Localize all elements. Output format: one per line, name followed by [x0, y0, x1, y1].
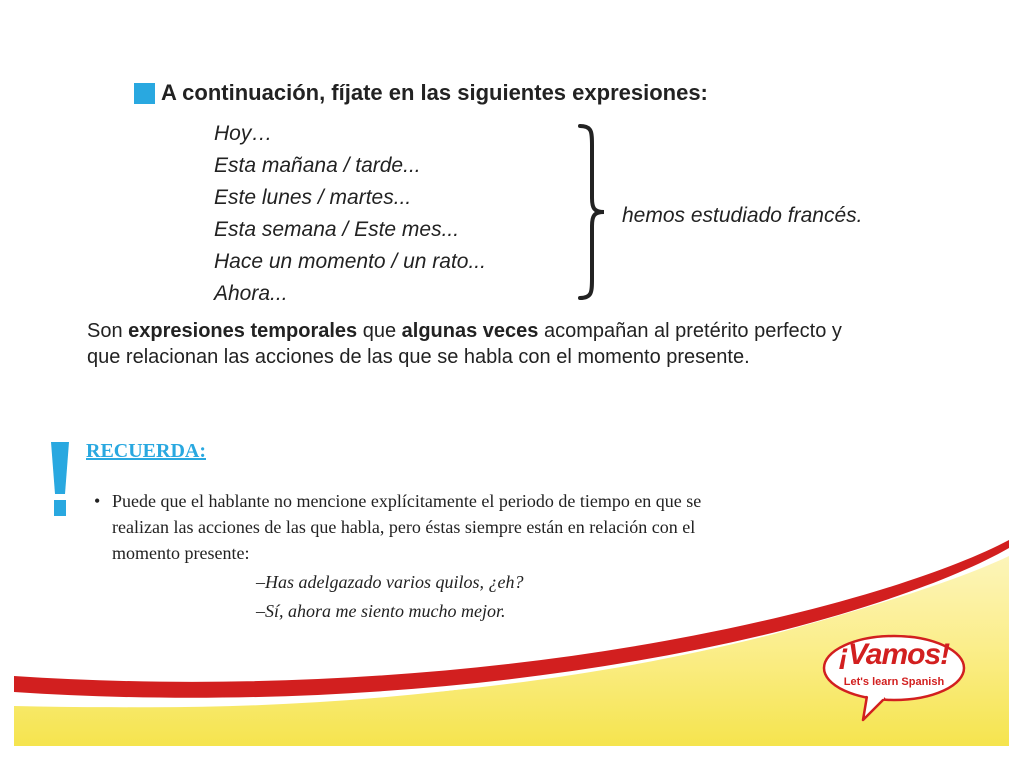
para-text: acompañan al pretérito perfecto y que relacionan las acciones de las que se habla con el momento presente. [87, 320, 842, 368]
explanation-paragraph [87, 318, 847, 370]
exclamation-icon [48, 442, 72, 518]
bullet-icon: • [94, 491, 101, 511]
expression-item: Esta mañana / tarde... [214, 154, 421, 177]
square-bullet-icon [134, 83, 155, 104]
section-heading [134, 80, 708, 106]
para-text: que [357, 320, 402, 342]
para-bold: expresiones temporales [128, 320, 358, 342]
dialog-line: –Sí, ahora me siento mucho mejor. [256, 601, 506, 621]
expression-item: Hace un momento / un rato... [214, 250, 486, 273]
expression-list [214, 118, 486, 310]
curly-brace-icon [574, 124, 608, 300]
recuerda-title: RECUERDA: [86, 440, 206, 462]
para-text: Son [87, 320, 129, 342]
brace-result: hemos estudiado francés. [622, 204, 863, 227]
vamos-logo [819, 634, 969, 724]
expression-item: Esta semana / Este mes... [214, 218, 460, 241]
bullet-text: Puede que el hablante no mencione explícitamente el periodo de tiempo en que se realizan las acciones de las que habla, pero éstas siempre están en relación con el momento presente: [112, 491, 702, 563]
dialog-line: –Has adelgazado varios quilos, ¿eh? [256, 572, 524, 592]
dialog-example [256, 568, 524, 626]
logo-subtitle: Let's learn Spanish [843, 676, 945, 688]
logo-title: ¡Vamos! [838, 638, 950, 671]
recuerda-bullet [94, 488, 734, 566]
para-bold: algunas veces [401, 320, 539, 342]
heading-text: A continuación, fíjate en las siguientes expresiones: [161, 80, 708, 105]
expression-item: Este lunes / martes... [214, 186, 412, 209]
slide [14, 16, 1009, 746]
expression-item: Ahora... [214, 282, 288, 305]
expression-item: Hoy… [214, 122, 273, 145]
